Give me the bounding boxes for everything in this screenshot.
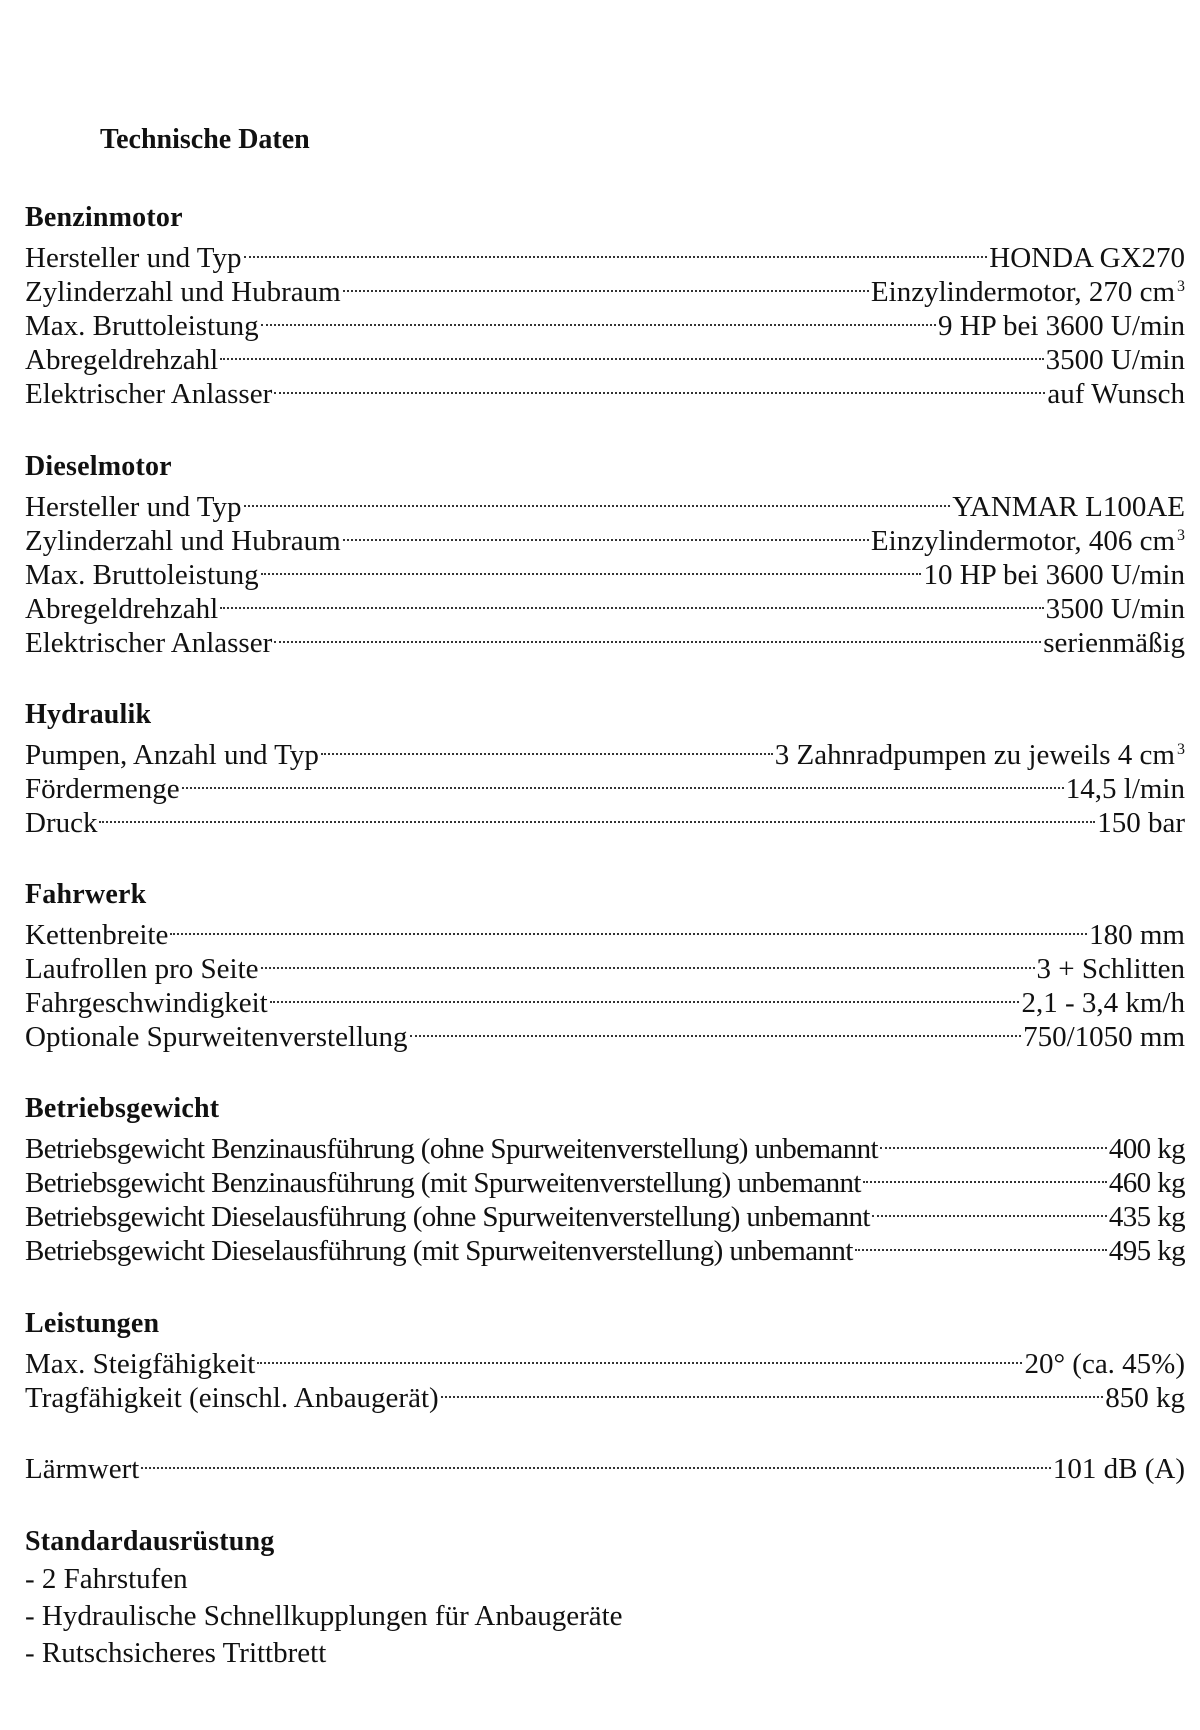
superscript: 3 [1177,278,1185,295]
section-dieselmotor [25,451,1185,659]
spec-value: serienmäßig [1043,627,1185,659]
spec-label: Kettenbreite [25,919,169,951]
spec-label: Betriebsgewicht Dieselausführung (ohne Spurweitenverstellung) unbemannt [25,1201,870,1233]
spec-value: 495 kg [1108,1235,1185,1267]
list-item: - Hydraulische Schnellkupplungen für Anbaugeräte [25,1600,623,1632]
superscript: 3 [1177,741,1185,758]
spec-value: YANMAR L100AE [952,491,1185,523]
spec-value: 400 kg [1108,1133,1185,1165]
section-heading: Fahrwerk [25,879,147,910]
section-standardausruestung [25,1527,1185,1672]
section-fahrwerk [25,879,1185,1053]
spec-row [25,233,1185,274]
spec-value: 3 + Schlitten [1036,953,1185,985]
spec-value: 2,1 - 3,4 km/h [1021,987,1185,1019]
spec-row [25,482,1185,523]
spec-value: 850 kg [1105,1382,1185,1414]
dot-leader [170,910,1087,944]
dot-leader [274,618,1041,652]
spec-label: Elektrischer Anlasser [25,627,273,659]
dot-leader [220,584,1043,618]
spec-row [25,764,1185,805]
spec-label: Hersteller und Typ [25,491,242,523]
spec-label: Druck [25,807,98,839]
section-leistungen [25,1308,1185,1414]
spec-label: Optionale Spurweitenverstellung [25,1021,408,1053]
spec-row [25,798,1185,839]
spec-label: Betriebsgewicht Benzinausführung (ohne Spurweitenverstellung) unbemannt [25,1133,878,1165]
dot-leader [880,1124,1107,1158]
spec-label: Tragfähigkeit (einschl. Anbaugerät) [25,1382,439,1414]
section-heading: Dieselmotor [25,451,172,482]
spec-label: Max. Steigfähigkeit [25,1348,256,1380]
spec-value: Einzylindermotor, 406 cm $^3$ [870,525,1185,557]
spec-value: 3500 U/min [1045,344,1185,376]
spec-label: Zylinderzahl und Hubraum [25,276,341,308]
spec-value: 3500 U/min [1045,593,1185,625]
dot-leader [441,1373,1104,1407]
dot-leader [182,764,1064,798]
spec-label: Max. Bruttoleistung [25,559,259,591]
spec-label: Betriebsgewicht Benzinausführung (mit Spurweitenverstellung) unbemannt [25,1167,861,1199]
section-benzinmotor [25,202,1185,410]
spec-label: Lärmwert [25,1453,140,1485]
spec-value: 3 Zahnradpumpen zu jeweils 4 cm $^3$ [774,739,1185,771]
superscript: 3 [1177,527,1185,544]
spec-value: HONDA GX270 [989,242,1185,274]
spec-label: Abregeldrehzahl [25,344,219,376]
dot-leader [321,730,773,764]
dot-leader [257,1339,1022,1373]
spec-value: 20° (ca. 45%) [1024,1348,1185,1380]
section-laermwert [25,1444,1185,1485]
section-heading: Leistungen [25,1308,160,1339]
list-item: - 2 Fahrstufen [25,1563,188,1595]
spec-value: 180 mm [1089,919,1185,951]
dot-leader [270,978,1020,1012]
spec-value: Einzylindermotor, 270 cm $^3$ [870,276,1185,308]
spec-row [25,1124,1185,1165]
spec-label: Laufrollen pro Seite [25,953,259,985]
dot-leader [274,369,1045,403]
spec-row [25,910,1185,951]
dot-leader [343,267,869,301]
dot-leader [261,301,936,335]
spec-value: 14,5 l/min [1065,773,1185,805]
spec-row [25,1339,1185,1380]
dot-leader [261,944,1035,978]
dot-leader [99,798,1095,832]
spec-label: Elektrischer Anlasser [25,378,273,410]
dot-leader [872,1192,1107,1226]
section-heading: Benzinmotor [25,202,183,233]
spec-row [25,1444,1185,1485]
dot-leader [855,1226,1107,1260]
dot-leader [410,1012,1022,1046]
dot-leader [261,550,922,584]
section-heading: Standardausrüstung [25,1526,275,1557]
spec-label: Fördermenge [25,773,180,805]
dot-leader [141,1444,1051,1478]
spec-value: 750/1050 mm [1023,1021,1185,1053]
spec-label: Pumpen, Anzahl und Typ [25,739,319,771]
dot-leader [220,335,1043,369]
dot-leader [863,1158,1107,1192]
spec-label: Max. Bruttoleistung [25,310,259,342]
section-heading: Betriebsgewicht [25,1093,220,1124]
spec-value: 460 kg [1108,1167,1185,1199]
spec-value: 101 dB (A) [1052,1453,1185,1485]
dot-leader [244,482,951,516]
section-hydraulik [25,699,1185,839]
spec-value: auf Wunsch [1047,378,1185,410]
spec-label: Fahrgeschwindigkeit [25,987,268,1019]
spec-label: Betriebsgewicht Dieselausführung (mit Spurweitenverstellung) unbemannt [25,1235,853,1267]
spec-label: Abregeldrehzahl [25,593,219,625]
dot-leader [343,516,869,550]
section-betriebsgewicht [25,1093,1185,1267]
list-item: - Rutschsicheres Trittbrett [25,1637,327,1669]
spec-value: 9 HP bei 3600 U/min [937,310,1185,342]
spec-row [25,944,1185,985]
spec-value: 10 HP bei 3600 U/min [923,559,1185,591]
spec-row [25,730,1185,771]
spec-label: Zylinderzahl und Hubraum [25,525,341,557]
spec-label: Hersteller und Typ [25,242,242,274]
section-heading: Hydraulik [25,699,152,730]
document-title: Technische Daten [100,124,310,155]
dot-leader [244,233,988,267]
spec-value: 150 bar [1097,807,1185,839]
spec-value: 435 kg [1108,1201,1185,1233]
